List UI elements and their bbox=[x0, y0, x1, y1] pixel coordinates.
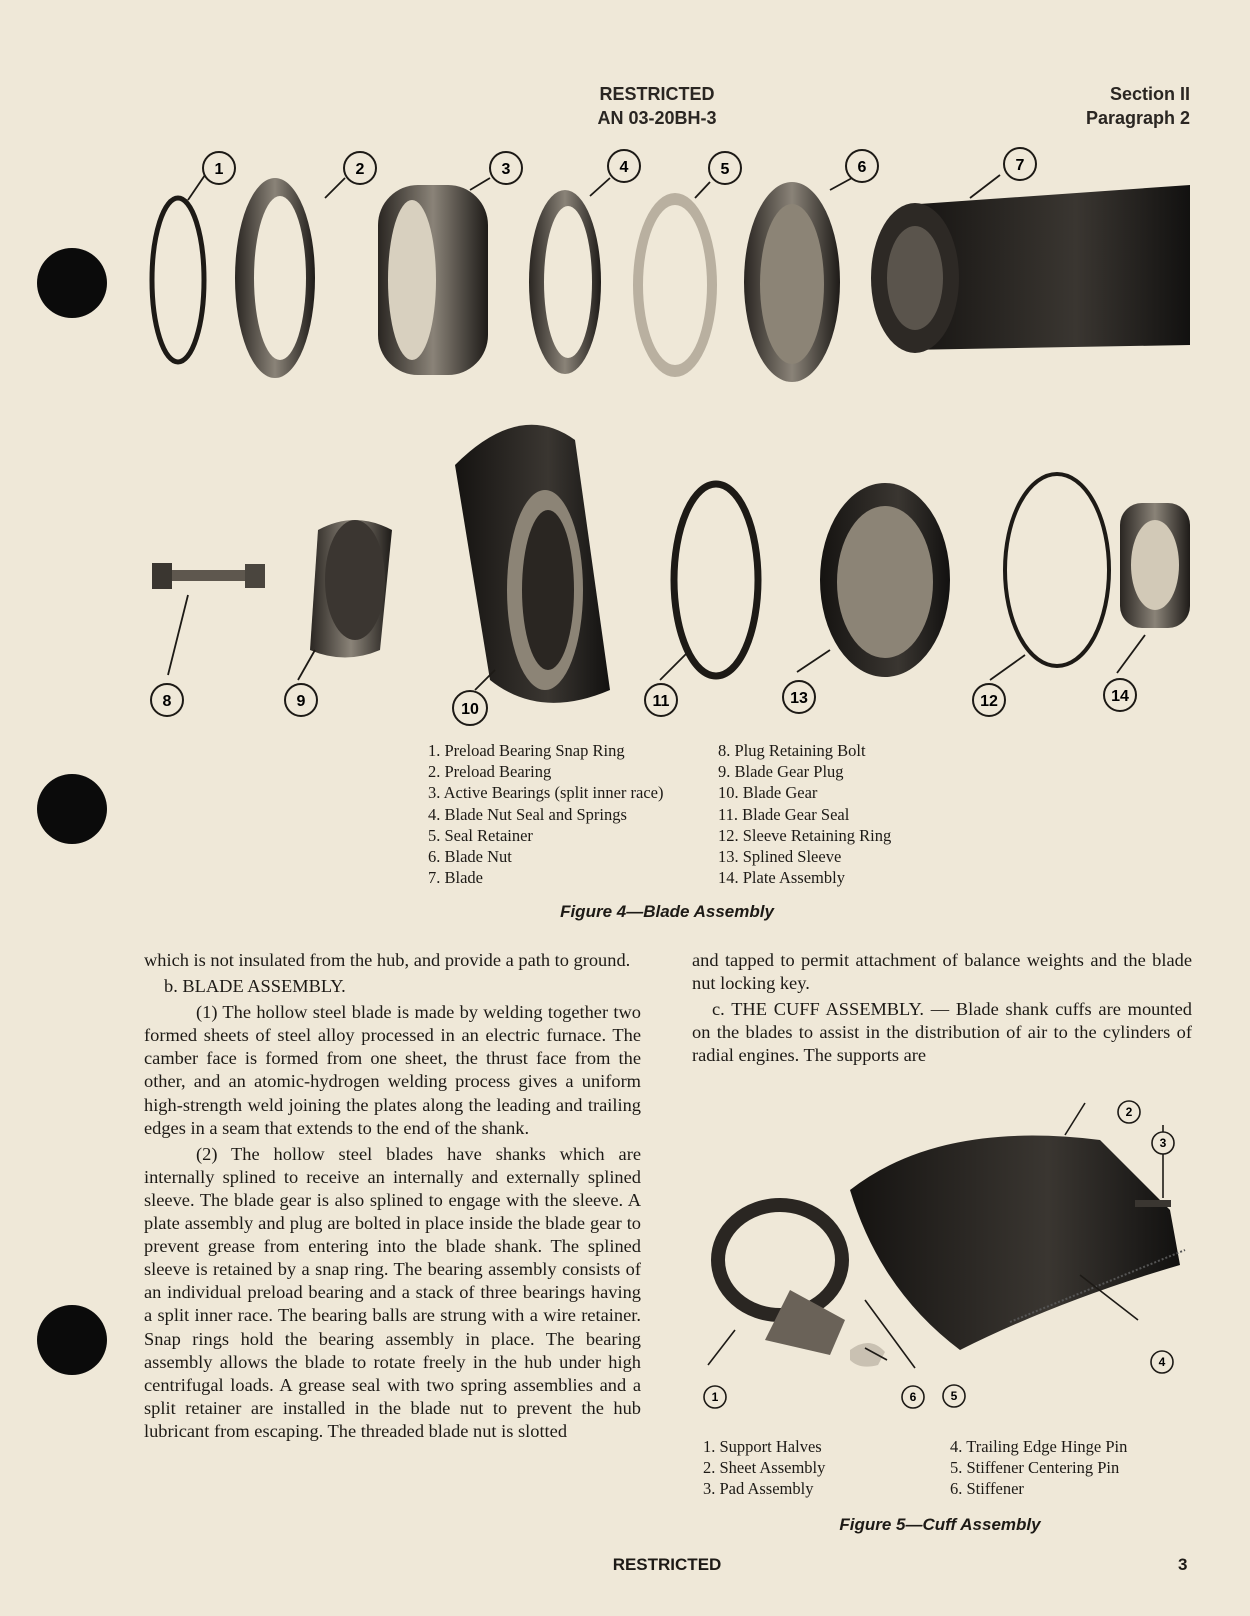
svg-text:1: 1 bbox=[214, 161, 224, 178]
callout-5 bbox=[709, 152, 741, 184]
callout-14 bbox=[1104, 679, 1136, 711]
figure-5-legend-right bbox=[950, 1436, 1127, 1500]
legend-item: 4. Trailing Edge Hinge Pin bbox=[950, 1437, 1128, 1456]
legend-item: 9. Blade Gear Plug bbox=[718, 762, 844, 782]
section-label: Section II bbox=[1109, 84, 1190, 104]
callout-9 bbox=[285, 684, 317, 716]
svg-text:3: 3 bbox=[501, 161, 511, 178]
callout-3 bbox=[1152, 1132, 1174, 1154]
figure-5-legend-left bbox=[703, 1436, 825, 1500]
part-stiffener bbox=[850, 1343, 885, 1367]
svg-text:2: 2 bbox=[1125, 1105, 1133, 1119]
svg-text:5: 5 bbox=[720, 161, 730, 178]
svg-text:14: 14 bbox=[1111, 688, 1129, 705]
svg-text:7: 7 bbox=[1015, 157, 1025, 174]
svg-text:8: 8 bbox=[162, 693, 172, 710]
svg-text:4: 4 bbox=[1158, 1355, 1166, 1369]
svg-text:1: 1 bbox=[711, 1390, 719, 1404]
part-support-halves bbox=[718, 1205, 845, 1355]
legend-item: 11. Blade Gear Seal bbox=[718, 804, 850, 824]
part-sleeve-retaining-ring bbox=[1005, 474, 1109, 666]
paragraph: and tapped to permit attachment of balance weights and the blade nut locking key. bbox=[692, 950, 1192, 994]
legend-item: 5. Stiffener Centering Pin bbox=[950, 1458, 1120, 1478]
legend-item: 1. Preload Bearing Snap Ring bbox=[428, 741, 625, 760]
callout-2 bbox=[344, 152, 376, 184]
part-blade-gear-seal bbox=[674, 484, 758, 676]
legend-item: 6. Stiffener bbox=[950, 1479, 1024, 1499]
figure-4-legend-right bbox=[718, 740, 891, 888]
part-blade-gear-plug bbox=[310, 520, 392, 658]
paragraph: (1) The hollow steel blade is made by welding together two formed sheets of steel alloy processed in an electric furnace. The camber face is formed from one sheet, the thrust face from the other, and an atomic-hydrogen welding process gives a uniform high-strength weld joining the plates along the leading and trailing edges in a seam that extends to the end of the shank. bbox=[144, 1002, 641, 1138]
part-splined-sleeve bbox=[820, 483, 950, 677]
figure-4-legend-left bbox=[428, 740, 664, 888]
legend-item: 4. Blade Nut Seal and Springs bbox=[428, 804, 627, 824]
legend-item: 14. Plate Assembly bbox=[718, 868, 845, 888]
classification-label: RESTRICTED bbox=[599, 84, 715, 104]
legend-item: 10. Blade Gear bbox=[718, 783, 818, 803]
part-snap-ring bbox=[152, 198, 204, 362]
svg-text:10: 10 bbox=[461, 701, 479, 718]
callout-13 bbox=[783, 681, 815, 713]
page-number: 3 bbox=[1178, 1555, 1188, 1574]
svg-text:13: 13 bbox=[790, 690, 808, 707]
part-plate-assembly bbox=[1120, 503, 1190, 628]
legend-item: 3. Active Bearings (split inner race) bbox=[428, 783, 664, 803]
callout-4 bbox=[608, 150, 640, 182]
paragraph: which is not insulated from the hub, and provide a path to ground. bbox=[144, 950, 631, 970]
callout-2 bbox=[1118, 1101, 1140, 1123]
svg-text:4: 4 bbox=[619, 159, 629, 176]
legend-item: 2. Sheet Assembly bbox=[703, 1458, 826, 1478]
legend-item: 6. Blade Nut bbox=[428, 847, 512, 867]
callout-1 bbox=[203, 152, 235, 184]
part-blade bbox=[871, 185, 1190, 353]
svg-text:12: 12 bbox=[980, 693, 998, 710]
part-blade-nut bbox=[744, 182, 840, 382]
document-number: AN 03-20BH-3 bbox=[597, 108, 717, 128]
callout-6 bbox=[846, 150, 878, 182]
figure-4-caption: Figure 4—Blade Assembly bbox=[560, 902, 774, 921]
legend-item: 1. Support Halves bbox=[703, 1437, 822, 1456]
figure-5-caption: Figure 5—Cuff Assembly bbox=[839, 1515, 1041, 1534]
paragraph: c. THE CUFF ASSEMBLY. — Blade shank cuffs are mounted on the blades to assist in the distribution of air to the cylinders of radial engines. The supports are bbox=[692, 999, 1192, 1066]
callout-3 bbox=[490, 152, 522, 184]
section-heading: b. BLADE ASSEMBLY. bbox=[164, 976, 346, 997]
callout-11 bbox=[645, 684, 677, 716]
svg-text:5: 5 bbox=[950, 1389, 958, 1403]
callout-6 bbox=[902, 1386, 924, 1408]
legend-item: 5. Seal Retainer bbox=[428, 825, 533, 845]
svg-text:9: 9 bbox=[296, 693, 306, 710]
svg-text:11: 11 bbox=[652, 693, 670, 710]
paragraph-label: Paragraph 2 bbox=[1085, 108, 1190, 128]
footer-classification: RESTRICTED bbox=[612, 1555, 722, 1574]
svg-text:6: 6 bbox=[909, 1390, 917, 1404]
legend-item: 13. Splined Sleeve bbox=[718, 847, 842, 867]
part-blade-gear bbox=[455, 425, 610, 703]
legend-item: 12. Sleeve Retaining Ring bbox=[718, 825, 892, 845]
part-active-bearings bbox=[378, 185, 488, 375]
binder-hole bbox=[37, 1305, 107, 1375]
figure-4-illustration bbox=[0, 0, 1250, 730]
binder-hole bbox=[37, 774, 107, 844]
part-plug-retaining-bolt bbox=[152, 563, 265, 589]
part-sheet-assembly bbox=[850, 1136, 1180, 1350]
figure-5-illustration bbox=[680, 1090, 1240, 1430]
part-preload-bearing bbox=[235, 178, 315, 378]
svg-text:2: 2 bbox=[355, 161, 365, 178]
legend-item: 2. Preload Bearing bbox=[428, 762, 552, 782]
part-pad-assembly bbox=[1135, 1200, 1171, 1207]
legend-item: 3. Pad Assembly bbox=[703, 1479, 814, 1499]
legend-item: 8. Plug Retaining Bolt bbox=[718, 741, 866, 760]
callout-1 bbox=[704, 1386, 726, 1408]
callout-10 bbox=[453, 691, 487, 725]
callout-4 bbox=[1151, 1351, 1173, 1373]
left-column bbox=[144, 949, 641, 1443]
legend-item: 7. Blade bbox=[428, 868, 483, 888]
callout-5 bbox=[943, 1385, 965, 1407]
callout-7 bbox=[1004, 148, 1036, 180]
right-column bbox=[692, 949, 1192, 1067]
svg-text:3: 3 bbox=[1159, 1136, 1167, 1150]
paragraph: (2) The hollow steel blades have shanks which are internally splined to receive an internally and externally splined sleeve. The blade gear is also splined to engage with the sleeve. A plate assembly and plug are bolted in place inside the blade gear to prevent grease from entering into the blade shank. The splined sleeve is retained by a snap ring. The bearing assembly consists of an individual preload bearing and a stack of three bearings having a split inner race. The bearing balls are strung with a wire retainer. Snap rings hold the bearing assembly in place. The bearing assembly allows the blade to rotate freely in the hub under high centrifugal loads. A grease seal with two spring assemblies and a split retainer are installed in the blade nut to prevent the hub lubricant from escaping. The threaded blade nut is slotted bbox=[144, 1143, 641, 1441]
callout-8 bbox=[151, 684, 183, 716]
callout-12 bbox=[973, 684, 1005, 716]
svg-text:6: 6 bbox=[857, 159, 867, 176]
part-blade-nut-seal bbox=[529, 190, 601, 374]
part-seal-retainer bbox=[633, 193, 717, 377]
